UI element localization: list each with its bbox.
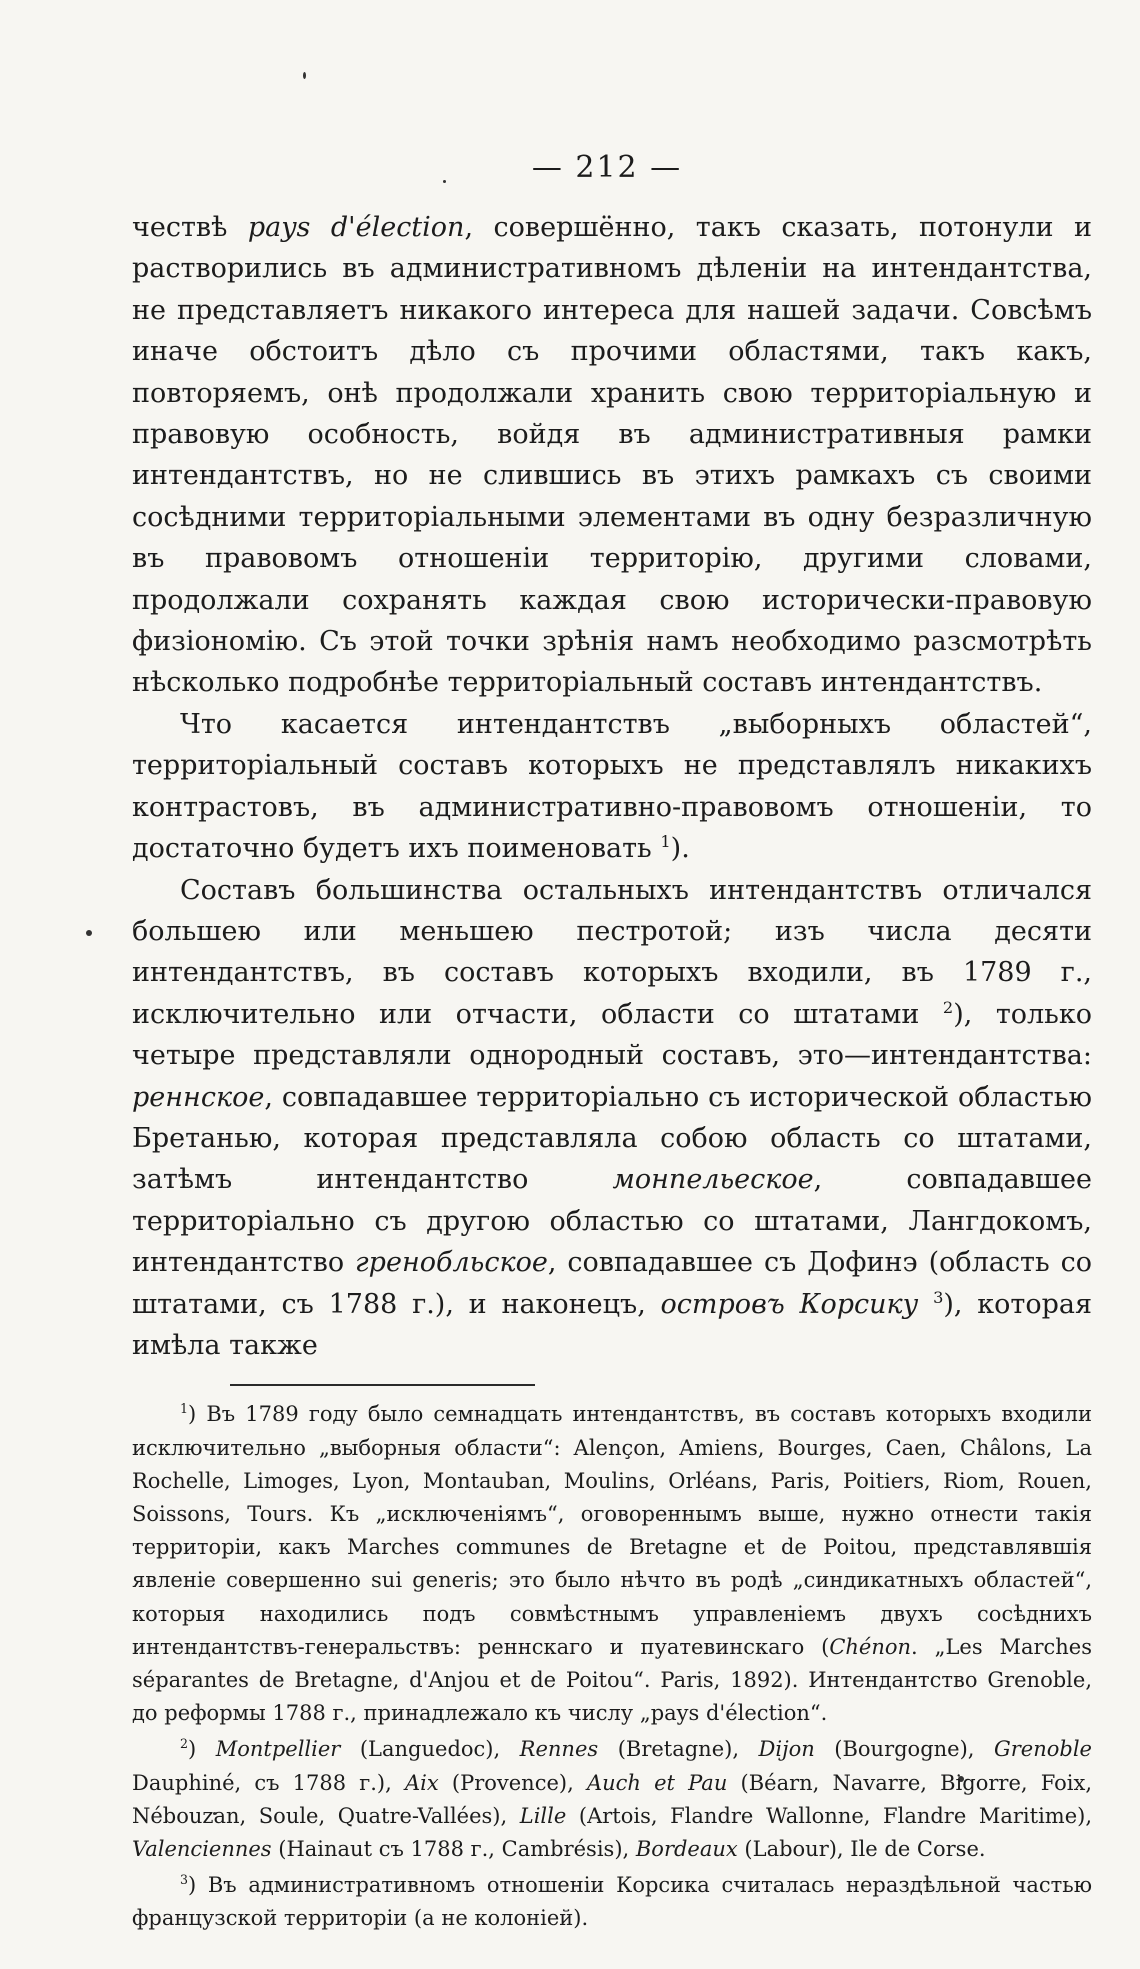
scan-speck-top bbox=[303, 72, 306, 79]
text-run: . „Les Marches séparantes de Bretagne, d'Anjou et de Poitou“. Paris, 1892). Интендантство Grenoble, до реформы 1788 г., принадлежало къ числу „pays d'élection“. bbox=[132, 1634, 1093, 1726]
italic-term: Bordeaux bbox=[635, 1837, 738, 1862]
italic-term: реннское bbox=[132, 1081, 265, 1113]
text-run: ), только четыре представляли однородный составъ, это—интендантства: bbox=[132, 998, 1092, 1072]
italic-term: Montpellier bbox=[215, 1737, 341, 1762]
text-run: ) Въ административномъ отношеніи Корсика считалась нераздѣльной частью французской территоріи (а не колоніей). bbox=[132, 1873, 1092, 1931]
text-run: , совершённо, такъ сказать, потонули и растворились въ административномъ дѣленіи на интендантства, не представляетъ никакого интереса для нашей задачи. Совсѣмъ иначе обстоитъ дѣло съ прочими областями, такъ какъ, повторяемъ, онѣ продолжали хранить свою территоріальную и правовую особность, войдя въ административныя рамки интендантствъ, но не слившись въ этихъ рамкахъ съ своими сосѣдними территоріальными элементами въ одну безразличную въ правовомъ отношеніи территорію, другими словами, продолжали сохранять каждая свою исторически-правовую физіономію. Съ этой точки зрѣнія намъ необходимо разсмотрѣть нѣсколько подробнѣе территоріальный составъ интендантствъ. bbox=[132, 212, 1093, 699]
italic-term: островъ Корсику bbox=[660, 1288, 919, 1320]
italic-term: гренобльское bbox=[355, 1247, 548, 1279]
paragraph-1 bbox=[132, 207, 1092, 704]
book-page bbox=[132, 150, 1092, 1936]
footnote-3 bbox=[132, 1869, 1092, 1935]
italic-term: Dijon bbox=[758, 1737, 815, 1762]
italic-term: Rennes bbox=[519, 1737, 599, 1762]
italic-term: Auch et Pau bbox=[586, 1770, 728, 1795]
footnote-marker-3: 3 bbox=[180, 1872, 189, 1888]
italic-term: Chénon bbox=[829, 1634, 912, 1659]
text-run: ). bbox=[670, 833, 690, 865]
footnote-divider bbox=[230, 1384, 535, 1386]
text-run: , совпадавшее территоріально съ исторической областью Бретанью, которая представляла собою область со штатами, затѣмъ интендантство bbox=[132, 1081, 1092, 1196]
italic-term: Aix bbox=[404, 1770, 439, 1795]
text-run: (Artois, Flandre Wallonne, Flandre Maritime), bbox=[566, 1803, 1093, 1828]
footnote-marker-2: 2 bbox=[180, 1736, 189, 1752]
footnote-ref-2: 2 bbox=[942, 997, 954, 1017]
paragraph-3 bbox=[132, 870, 1092, 1367]
text-run: Dauphiné, съ 1788 г.), bbox=[132, 1770, 405, 1795]
text-run: ) Въ 1789 году было семнадцать интендантствъ, въ составъ которыхъ входили исключительно „выборныя области“: Alençon, Amiens, Bourges, Caen, Châlons, La Rochelle, Limoges, Lyon, Montauban, Moulins, Orléans, Paris, Poitiers, Riom, Rouen, Soissons, Tours. Къ „исключеніямъ“, оговореннымъ выше, нужно отнести такія территоріи, какъ Marches communes de Bretagne et de Poitou, представлявшія явленіе совершенно sui generis; это было нѣчто въ родѣ „синдикатныхъ областей“, которыя находились подъ совмѣстнымъ управленіемъ двухъ сосѣднихъ интендантствъ-генеральствъ: реннскаго и пуатевинскаго ( bbox=[132, 1402, 1092, 1659]
italic-term: Grenoble bbox=[993, 1737, 1092, 1762]
text-run: ) bbox=[188, 1737, 216, 1762]
text-run: Составъ большинства остальныхъ интендантствъ отличался большею или меньшею пестротой; изъ числа десяти интендантствъ, въ составъ которыхъ входили, въ 1789 г., исключительно или отчасти, области со штатами bbox=[132, 874, 1092, 1030]
text-run: (Labour), Ile de Corse. bbox=[737, 1837, 986, 1862]
text-run: (Languedoc), bbox=[340, 1737, 520, 1762]
footnote-marker-1: 1 bbox=[180, 1401, 189, 1417]
main-text bbox=[132, 207, 1092, 1366]
text-run: , совпадавшее съ Дофинэ (область со штатами, съ 1788 г.), и наконецъ, bbox=[132, 1247, 1093, 1320]
italic-term: Lille bbox=[519, 1803, 567, 1828]
page-number: — 212 — bbox=[531, 150, 683, 185]
scan-speck-bullet bbox=[86, 930, 92, 936]
footnote-ref-1: 1 bbox=[660, 832, 671, 852]
text-run: ), которая имѣла также bbox=[132, 1288, 1092, 1361]
text-run: чествѣ bbox=[132, 212, 248, 243]
italic-term: Valenciennes bbox=[132, 1837, 272, 1862]
italic-term: монпельеское bbox=[612, 1164, 814, 1196]
footnote-1 bbox=[132, 1398, 1092, 1730]
text-run: Что касается интендантствъ „выборныхъ областей“, территоріальный составъ которыхъ не представлялъ никакихъ контрастовъ, въ административно-правовомъ отношеніи, то достаточно будетъ ихъ поименовать bbox=[132, 708, 1092, 865]
text-run: (Bourgogne), bbox=[814, 1737, 994, 1762]
text-run bbox=[918, 1289, 933, 1320]
footnotes bbox=[132, 1398, 1092, 1935]
italic-term: pays d'élection bbox=[247, 212, 465, 243]
text-run: (Bretagne), bbox=[598, 1737, 759, 1762]
text-run: (Hainaut съ 1788 г., Cambrésis), bbox=[271, 1837, 636, 1862]
text-run: (Béarn, Navarre, Bigorre, Foix, Nébouzan, Soule, Quatre-Vallées), bbox=[132, 1770, 1093, 1828]
text-run: , совпадавшее территоріально съ другою областью со штатами, Лангдокомъ, интендантство bbox=[132, 1164, 1092, 1279]
text-run: (Provence), bbox=[438, 1770, 587, 1795]
paragraph-2 bbox=[132, 704, 1092, 870]
footnote-ref-3: 3 bbox=[933, 1287, 944, 1307]
footnote-2 bbox=[132, 1733, 1092, 1866]
